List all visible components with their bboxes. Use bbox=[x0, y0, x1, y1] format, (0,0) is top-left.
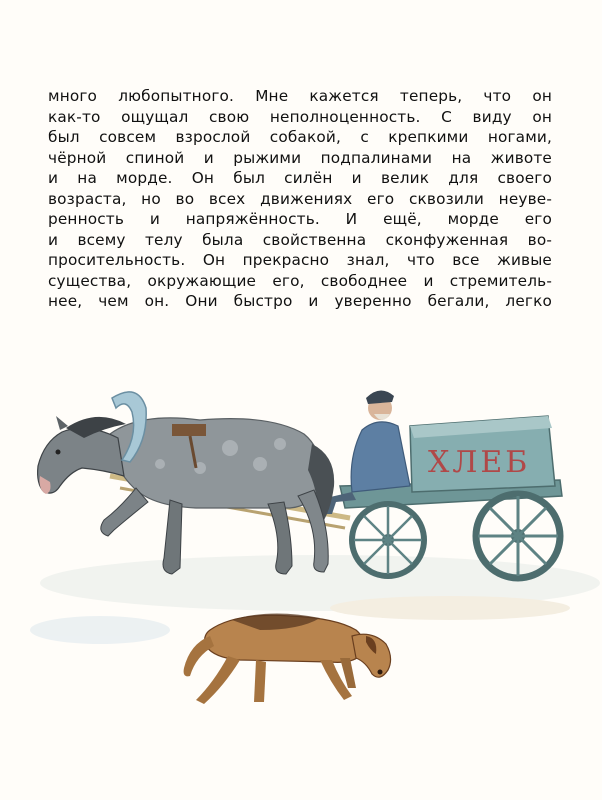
text-line-9: просительность. Он прекрасно знал, что все живые bbox=[48, 251, 552, 269]
cart-wheel-back bbox=[476, 494, 560, 578]
text-line-7: ренность и напряжённость. И ещё, морде его bbox=[48, 210, 552, 228]
text-line-6: возраста, но во всех движениях его сквозили неуве- bbox=[48, 189, 552, 208]
illustration-svg bbox=[0, 368, 602, 728]
text-line-8: и всему телу была свойственна сконфуженная во- bbox=[48, 230, 552, 249]
cart-wheel-front bbox=[352, 504, 424, 576]
text-line-1: много любопытного. Мне кажется теперь, что он bbox=[48, 87, 552, 105]
dog bbox=[184, 613, 391, 704]
horse bbox=[38, 392, 335, 574]
text-line-5: и на морде. Он был силён и велик для своего bbox=[48, 169, 552, 187]
text-line-2: как-то ощущал свою неполноценность. С виду он bbox=[48, 107, 552, 126]
text-line-3: был совсем взрослой собакой, с крепкими ногами, bbox=[48, 128, 552, 146]
cart-sign-text: ХЛЕБ bbox=[428, 445, 531, 480]
text-line-11: нее, чем он. Они быстро и уверенно бегали, легко bbox=[48, 292, 552, 310]
story-text bbox=[48, 86, 552, 312]
text-line-4: чёрной спиной и рыжими подпалинами на животе bbox=[48, 148, 552, 167]
text-line-10: существа, окружающие его, свободнее и стремитель- bbox=[48, 271, 552, 290]
bread-cart-illustration bbox=[0, 368, 602, 728]
